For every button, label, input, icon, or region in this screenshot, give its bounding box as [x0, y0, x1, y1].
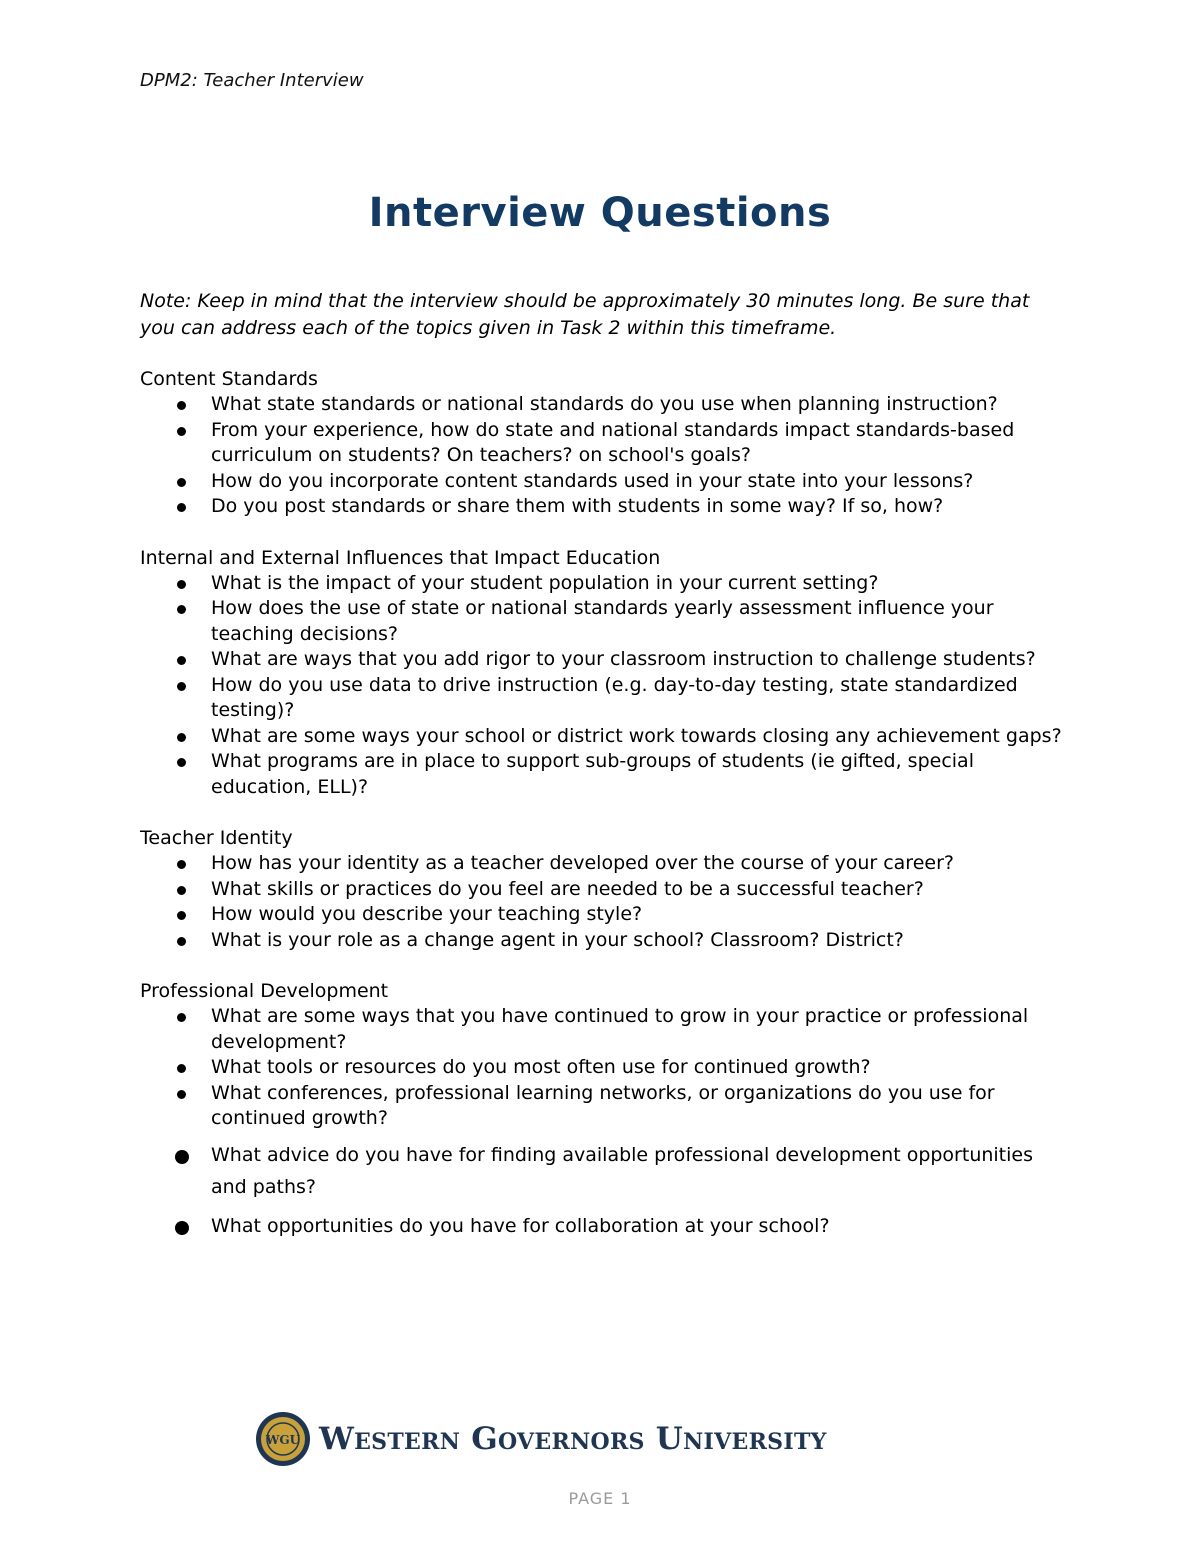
- university-wordmark: Western Governors University: [319, 1421, 827, 1457]
- bullet-icon: [175, 1150, 189, 1164]
- section-heading: Internal and External Influences that Impact Education: [140, 546, 661, 569]
- university-logo: [255, 1411, 827, 1467]
- bullet-icon: [177, 937, 186, 946]
- question-item: What programs are in place to support sub-groups of students (ie gifted, special education, ELL)?: [140, 749, 1070, 800]
- question-item: What state standards or national standards do you use when planning instruction?: [140, 392, 1070, 418]
- bullet-icon: [177, 478, 186, 487]
- bullet-icon: [177, 580, 186, 589]
- question-sections: [140, 366, 1070, 1267]
- bullet-icon: [177, 1013, 186, 1022]
- bullet-icon: [177, 427, 186, 436]
- bullet-icon: [177, 733, 186, 742]
- question-item: What is the impact of your student population in your current setting?: [140, 571, 1070, 597]
- university-seal-icon: [255, 1411, 311, 1467]
- bullet-icon: [177, 503, 186, 512]
- question-list: [140, 392, 1070, 520]
- bullet-icon: [177, 758, 186, 767]
- question-item: How do you incorporate content standards used in your state into your lessons?: [140, 469, 1070, 495]
- section-content-standards: [140, 366, 1070, 520]
- question-item: What conferences, professional learning networks, or organizations do you use for continued growth?: [140, 1081, 1070, 1132]
- bullet-icon: [177, 1064, 186, 1073]
- bullet-icon: [177, 860, 186, 869]
- question-item: From your experience, how do state and national standards impact standards-based curriculum on students? On teachers? on school's goals?: [140, 418, 1070, 469]
- question-list: [140, 571, 1070, 801]
- section-teacher-identity: [140, 825, 1070, 953]
- question-list: [140, 1004, 1070, 1242]
- bullet-icon: [177, 401, 186, 410]
- section-heading: Professional Development: [140, 980, 389, 1002]
- page-title: Interview Questions: [368, 190, 832, 236]
- section-professional-development: [140, 978, 1070, 1242]
- question-item: What is your role as a change agent in your school? Classroom? District?: [140, 928, 1070, 954]
- question-item: Do you post standards or share them with students in some way? If so, how?: [140, 494, 1070, 520]
- question-item: What opportunities do you have for collaboration at your school?: [140, 1210, 1070, 1242]
- bullet-icon: [177, 911, 186, 920]
- section-influences: [140, 545, 1070, 801]
- section-heading: Content Standards: [140, 368, 318, 390]
- question-item: What advice do you have for finding available professional development opportunities and paths?: [140, 1139, 1070, 1203]
- question-item: What are ways that you add rigor to your classroom instruction to challenge students?: [140, 647, 1070, 673]
- question-item: What tools or resources do you most often use for continued growth?: [140, 1055, 1070, 1081]
- bullet-icon: [177, 682, 186, 691]
- question-item: What are some ways that you have continued to grow in your practice or professional development?: [140, 1004, 1070, 1055]
- question-item: How would you describe your teaching style?: [140, 902, 1070, 928]
- question-item: How does the use of state or national standards yearly assessment influence your teaching decisions?: [140, 596, 1070, 647]
- question-item: How has your identity as a teacher developed over the course of your career?: [140, 851, 1070, 877]
- question-list: [140, 851, 1070, 953]
- question-item: What are some ways your school or district work towards closing any achievement gaps?: [140, 724, 1070, 750]
- section-heading: Teacher Identity: [140, 827, 293, 849]
- page-number: PAGE 1: [568, 1489, 632, 1508]
- question-item: How do you use data to drive instruction (e.g. day-to-day testing, state standardized testing)?: [140, 673, 1070, 724]
- bullet-icon: [177, 605, 186, 614]
- interview-note: Note: Keep in mind that the interview should be approximately 30 minutes long. Be sure that you can address each of the topics given in Task 2 within this timeframe.: [140, 290, 1030, 339]
- bullet-icon: [177, 1090, 186, 1099]
- document-header: DPM2: Teacher Interview: [140, 70, 364, 91]
- bullet-icon: [177, 886, 186, 895]
- bullet-icon: [175, 1221, 189, 1235]
- bullet-icon: [177, 656, 186, 665]
- seal-text: WGU: [265, 1433, 301, 1447]
- question-item: What skills or practices do you feel are needed to be a successful teacher?: [140, 877, 1070, 903]
